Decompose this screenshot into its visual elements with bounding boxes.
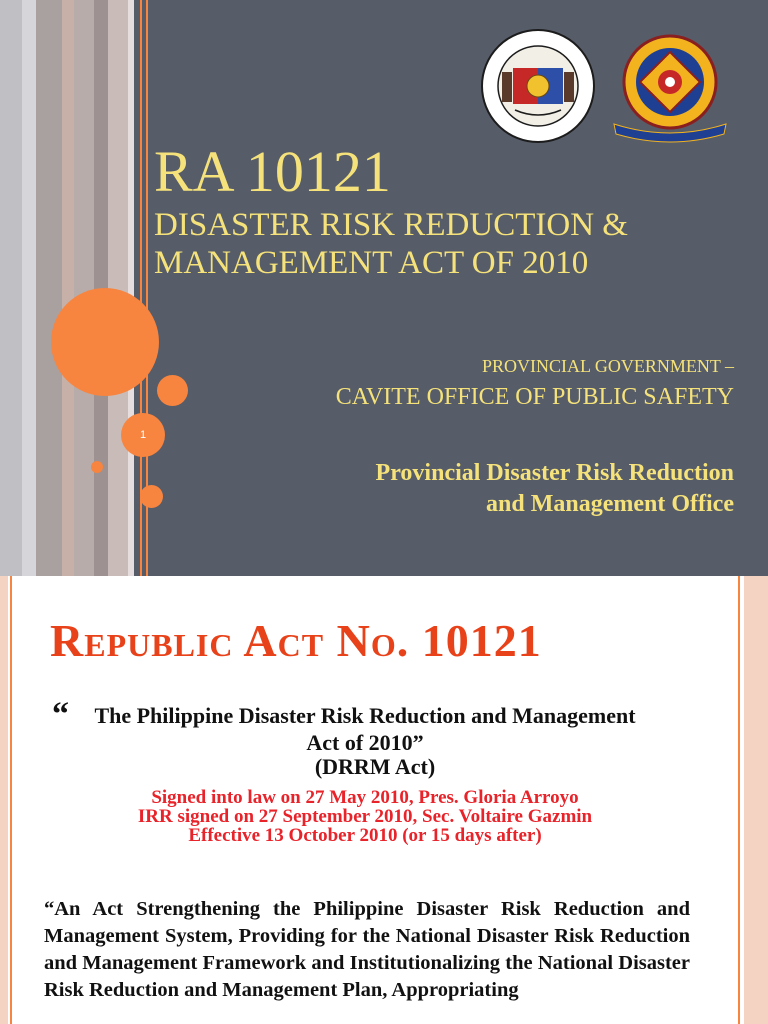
decorative-circle-large [51,288,159,396]
signed-line-2: IRR signed on 27 September 2010, Sec. Voltaire Gazmin [137,806,593,827]
pdrrmo-line-2: and Management Office [486,491,734,517]
provincial-government-label: PROVINCIAL GOVERNMENT – [482,356,734,376]
copps-seal [606,32,734,146]
signed-line-1: Signed into law on 27 May 2010, Pres. Gloria Arroyo [151,787,579,808]
slide-title: RA 10121 [154,139,391,204]
left-border-stripe [0,576,8,1024]
decorative-circle-medium [157,375,188,406]
content-slide [0,576,768,1024]
subtitle-line-1: DISASTER RISK REDUCTION & [154,207,628,243]
pdrrmo-line-1: Provincial Disaster Risk Reduction [375,460,734,486]
law-title: The Philippine Disaster Risk Reduction and Management Act of 2010” [94,703,636,755]
signed-line-3: Effective 13 October 2010 (or 15 days after) [188,825,542,846]
act-description: “An Act Strengthening the Philippine Disaster Risk Reduction and Management System, Providing for the National Disaster Risk Reduction and Management Framework and Institutionalizing the National Disaster Risk Reduction and Management Plan, Appropriating [44,898,690,1001]
decorative-stripes [0,0,150,576]
pdrrmo-name [376,458,734,520]
slide-subtitle [154,206,628,282]
open-quote: “ [52,696,69,733]
cavite-province-seal [480,28,596,144]
office-name: CAVITE OFFICE OF PUBLIC SAFETY [335,384,734,410]
left-border-accent [10,576,12,1024]
slide-number-badge: 1 [121,413,165,457]
slide-heading: Republic Act No. 10121 [50,615,542,666]
decorative-circle-small [140,485,163,508]
law-short-name: (DRRM Act) [314,754,436,779]
signing-info [40,788,690,845]
subtitle-line-2: MANAGEMENT ACT OF 2010 [154,245,589,281]
decorative-circle-tiny [91,461,103,473]
right-border-accent [738,576,740,1024]
right-border-stripe [744,576,768,1024]
